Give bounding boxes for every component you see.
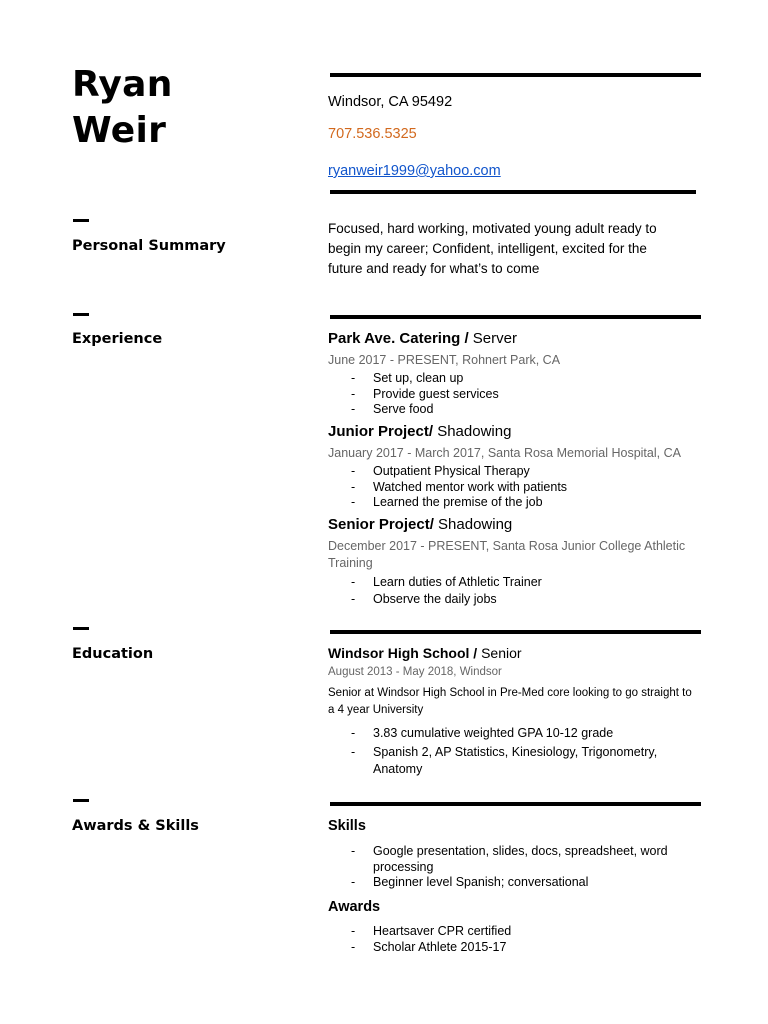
awards-list [328, 924, 683, 955]
job-meta: June 2017 - PRESENT, Rohnert Park, CA [328, 353, 561, 367]
job-title [328, 516, 512, 533]
experience-rule [330, 315, 701, 319]
school-name: Windsor High School / [328, 645, 478, 661]
list-item: - Provide guest services [328, 387, 683, 403]
list-item: - Heartsaver CPR certified [328, 924, 683, 940]
job-org: Park Ave. Catering / [328, 330, 469, 347]
job-role: Shadowing [433, 516, 513, 533]
list-item: - Scholar Athlete 2015-17 [328, 940, 683, 956]
education-meta: August 2013 - May 2018, Windsor [328, 666, 502, 678]
phone-number: 707.536.5325 [328, 126, 417, 142]
summary-heading: Personal Summary [72, 238, 226, 254]
section-dash [73, 799, 89, 802]
skills-heading: Skills [328, 818, 366, 834]
education-description: Senior at Windsor High School in Pre-Med core looking to go straight to a 4 year University [328, 687, 692, 716]
section-dash [73, 627, 89, 630]
section-dash [73, 313, 89, 316]
list-item: - Observe the daily jobs [328, 591, 683, 608]
job-org: Senior Project/ [328, 516, 434, 533]
job-meta: December 2017 - PRESENT, Santa Rosa Junior College Athletic Training [328, 539, 686, 570]
job-bullets [328, 371, 683, 418]
job-org: Junior Project/ [328, 423, 434, 440]
list-item: - Serve food [328, 402, 683, 418]
job-title [328, 423, 511, 440]
awards-skills-heading: Awards & Skills [72, 818, 199, 834]
contact-top-rule [330, 73, 701, 77]
list-item: - Google presentation, slides, docs, spreadsheet, word processing [328, 844, 683, 875]
first-name: Ryan [72, 64, 173, 105]
section-dash [73, 219, 89, 222]
education-heading: Education [72, 646, 154, 662]
email-link[interactable]: ryanweir1999@yahoo.com [328, 163, 501, 179]
education-bullets [328, 725, 683, 780]
awards-heading: Awards [328, 899, 381, 915]
experience-heading: Experience [72, 331, 163, 347]
job-meta: January 2017 - March 2017, Santa Rosa Memorial Hospital, CA [328, 446, 681, 460]
list-item: - 3.83 cumulative weighted GPA 10-12 grade [328, 725, 683, 742]
school-level: Senior [477, 645, 522, 661]
job-role: Server [468, 330, 517, 347]
education-rule [330, 630, 701, 634]
last-name: Weir [72, 110, 167, 151]
list-item: - Watched mentor work with patients [328, 480, 683, 496]
job-bullets [328, 464, 683, 511]
job-role: Shadowing [433, 423, 512, 440]
address: Windsor, CA 95492 [328, 94, 453, 110]
summary-text: Focused, hard working, motivated young adult ready to begin my career; Confident, intelligent, excited for the future and ready for what’s to come [328, 221, 657, 276]
list-item: - Outpatient Physical Therapy [328, 464, 683, 480]
list-item: - Learn duties of Athletic Trainer [328, 574, 683, 591]
awards-rule [330, 802, 701, 806]
list-item: - Spanish 2, AP Statistics, Kinesiology, Trigonometry, Anatomy [328, 744, 683, 778]
skills-list [328, 844, 683, 891]
list-item: - Learned the premise of the job [328, 495, 683, 511]
job-title [328, 330, 517, 347]
list-item: - Beginner level Spanish; conversational [328, 875, 683, 891]
list-item: - Set up, clean up [328, 371, 683, 387]
job-bullets [328, 574, 683, 608]
contact-bottom-rule [330, 190, 696, 194]
school-title [328, 645, 522, 661]
